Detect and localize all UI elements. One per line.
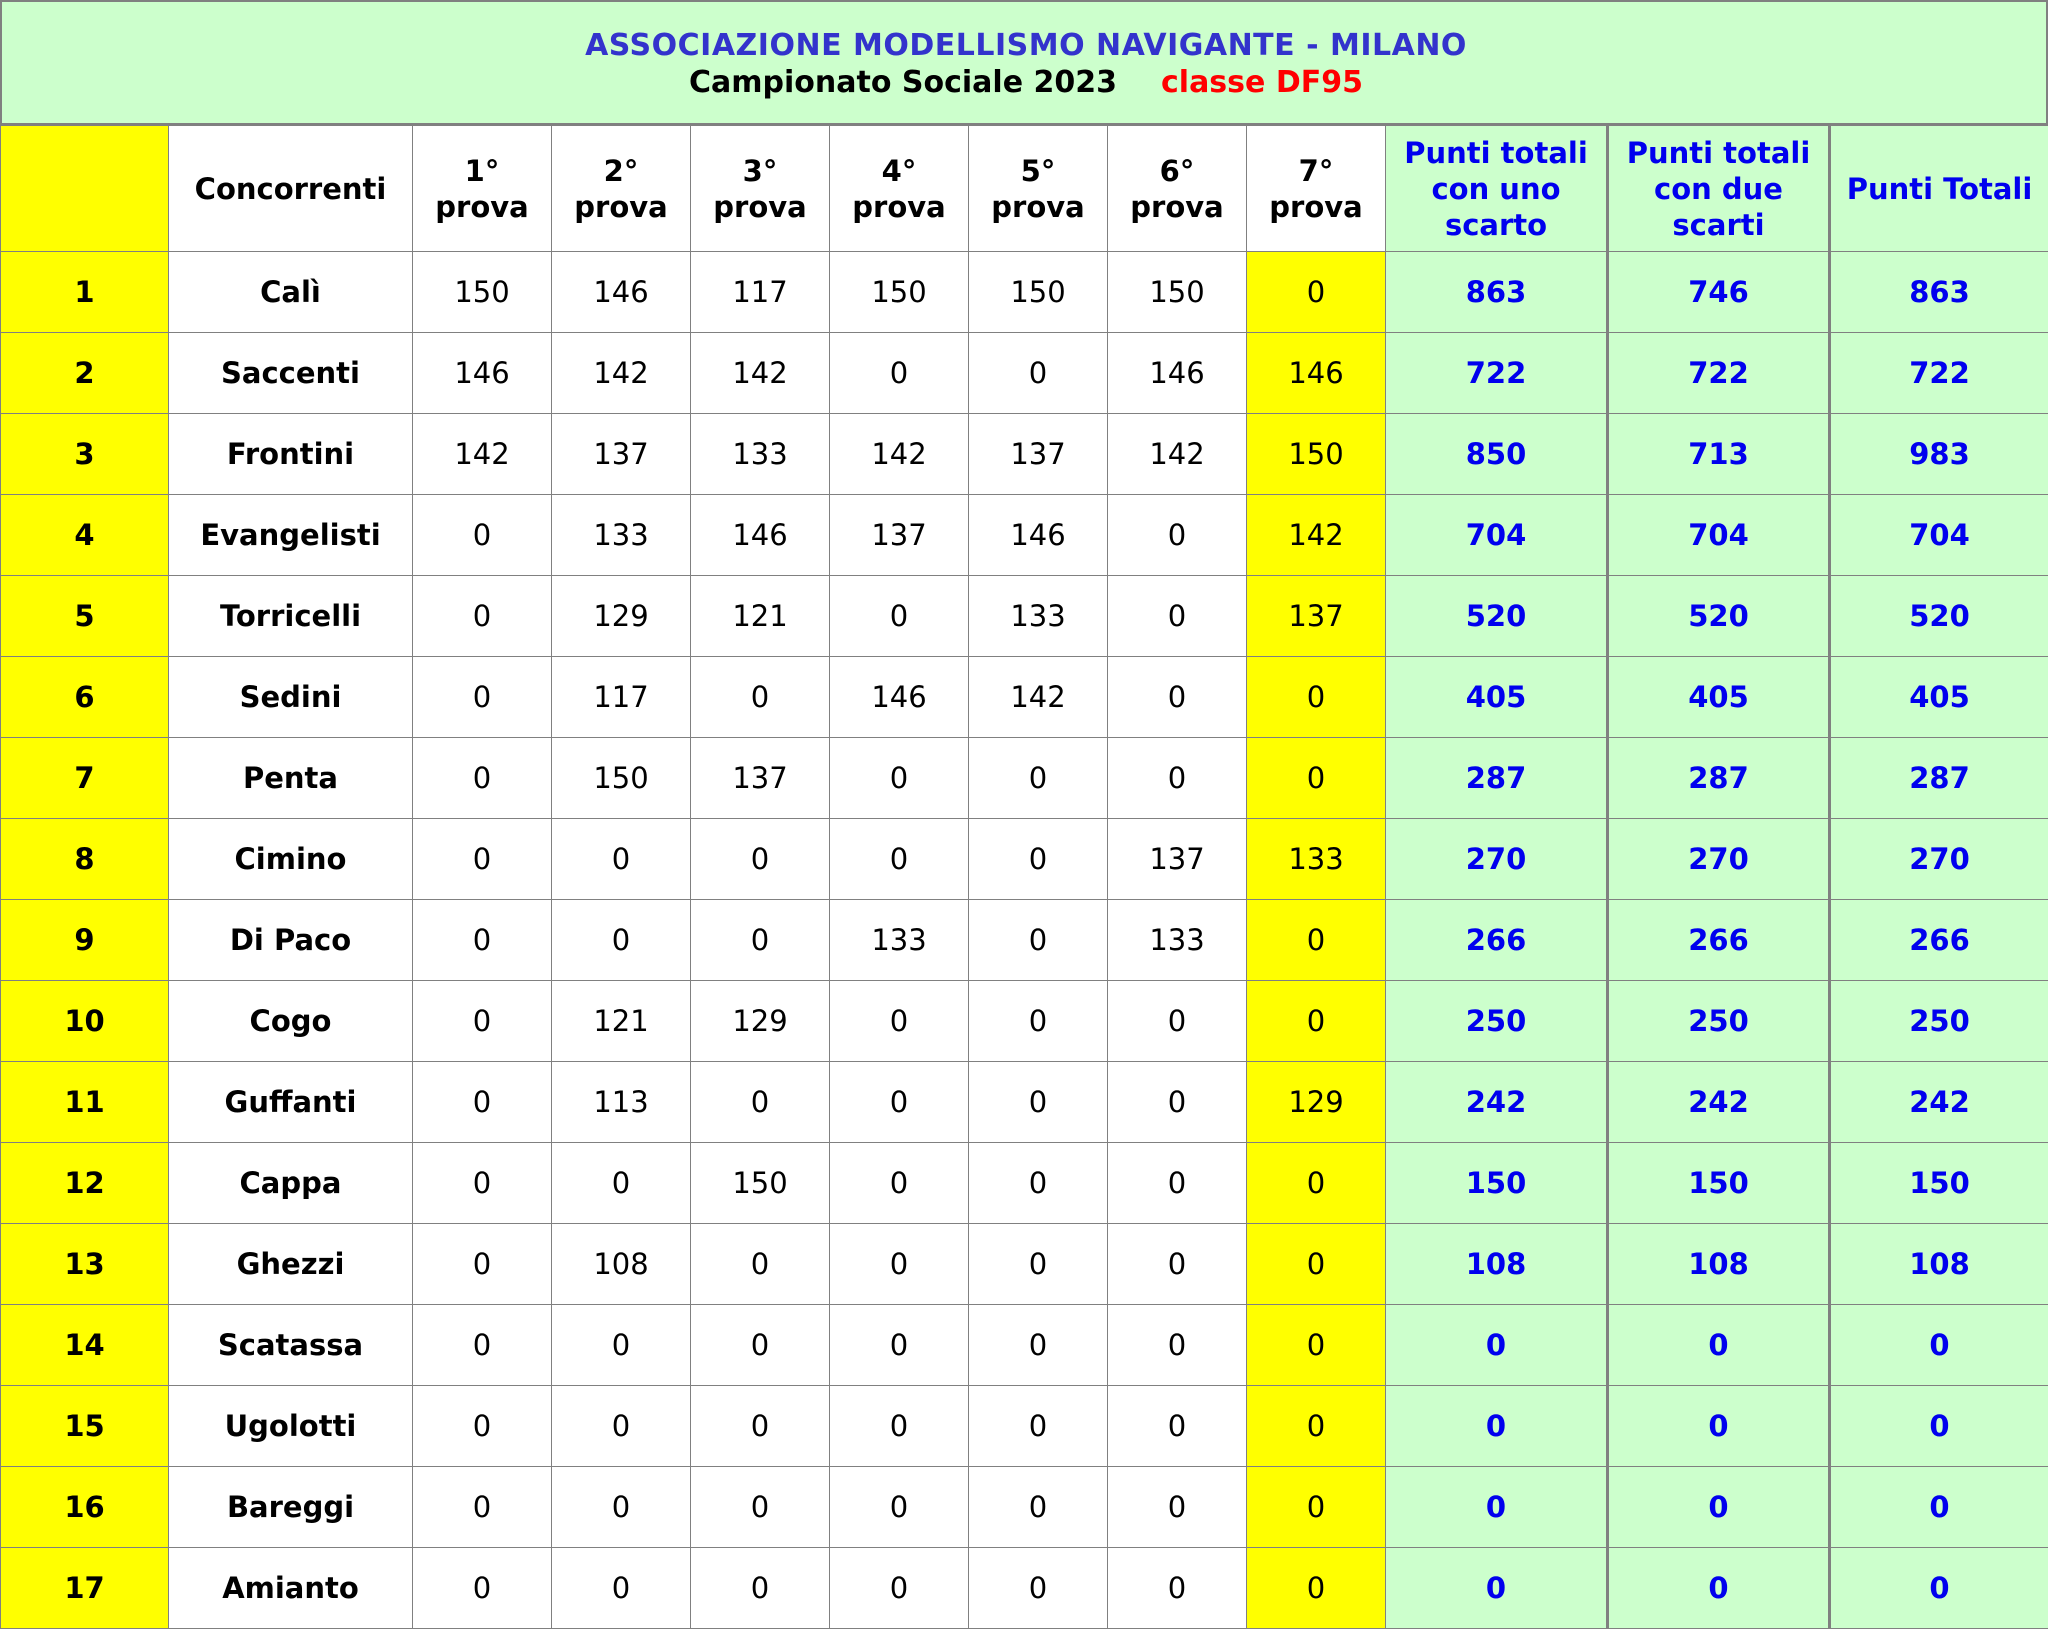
total-one-discard-cell: 0 — [1386, 1386, 1608, 1467]
header-race-5-line-2: prova — [991, 189, 1085, 224]
race-7-score-cell: 0 — [1247, 1548, 1386, 1629]
rank-cell: 17 — [1, 1548, 169, 1629]
table-row — [1, 1305, 2048, 1386]
race-7-score-cell: 146 — [1247, 333, 1386, 414]
table-row — [1, 981, 2048, 1062]
total-two-discards-cell: 242 — [1608, 1062, 1830, 1143]
header-total-one-discard-line-1: Punti totali — [1404, 135, 1588, 170]
race-6-score-cell: 137 — [1108, 819, 1247, 900]
total-points-cell: 0 — [1830, 1467, 2048, 1548]
header-total-one-discard-line-2: con uno — [1431, 171, 1561, 206]
total-two-discards-cell: 713 — [1608, 414, 1830, 495]
total-two-discards-cell: 520 — [1608, 576, 1830, 657]
header-race-2 — [552, 126, 691, 252]
race-1-score-cell: 0 — [413, 1062, 552, 1143]
race-2-score-cell: 146 — [552, 252, 691, 333]
competitor-name-cell: Ghezzi — [169, 1224, 413, 1305]
total-two-discards-cell: 250 — [1608, 981, 1830, 1062]
race-1-score-cell: 0 — [413, 1548, 552, 1629]
race-3-score-cell: 133 — [691, 414, 830, 495]
race-5-score-cell: 0 — [969, 1224, 1108, 1305]
header-race-7-line-1: 7° — [1298, 153, 1334, 188]
competitor-name-cell: Cogo — [169, 981, 413, 1062]
race-3-score-cell: 0 — [691, 1467, 830, 1548]
table-row — [1, 1143, 2048, 1224]
total-two-discards-cell: 150 — [1608, 1143, 1830, 1224]
race-4-score-cell: 133 — [830, 900, 969, 981]
race-3-score-cell: 0 — [691, 1386, 830, 1467]
race-2-score-cell: 0 — [552, 819, 691, 900]
race-6-score-cell: 146 — [1108, 333, 1247, 414]
race-7-score-cell: 137 — [1247, 576, 1386, 657]
header-total-one-discard-line-3: scarto — [1444, 207, 1548, 242]
race-5-score-cell: 150 — [969, 252, 1108, 333]
header-rank — [1, 126, 169, 252]
race-5-score-cell: 0 — [969, 900, 1108, 981]
race-3-score-cell: 0 — [691, 657, 830, 738]
total-two-discards-cell: 704 — [1608, 495, 1830, 576]
header-race-7-line-2: prova — [1269, 189, 1363, 224]
header-race-1-line-2: prova — [435, 189, 529, 224]
race-6-score-cell: 150 — [1108, 252, 1247, 333]
header-total-two-discards-line-1: Punti totali — [1626, 135, 1811, 170]
header-race-1-line-1: 1° — [464, 153, 500, 188]
header-total-two-discards — [1608, 126, 1830, 252]
rank-cell: 14 — [1, 1305, 169, 1386]
header-race-2-line-2: prova — [574, 189, 668, 224]
race-4-score-cell: 0 — [830, 1143, 969, 1224]
total-two-discards-cell: 266 — [1608, 900, 1830, 981]
table-row — [1, 333, 2048, 414]
race-1-score-cell: 0 — [413, 576, 552, 657]
race-7-score-cell: 0 — [1247, 1305, 1386, 1386]
race-4-score-cell: 150 — [830, 252, 969, 333]
total-points-cell: 270 — [1830, 819, 2048, 900]
race-4-score-cell: 0 — [830, 738, 969, 819]
race-2-score-cell: 117 — [552, 657, 691, 738]
header-total-one-discard — [1386, 126, 1608, 252]
total-points-cell: 150 — [1830, 1143, 2048, 1224]
race-4-score-cell: 137 — [830, 495, 969, 576]
competitor-name-cell: Scatassa — [169, 1305, 413, 1386]
total-one-discard-cell: 266 — [1386, 900, 1608, 981]
race-4-score-cell: 0 — [830, 1548, 969, 1629]
header-race-3-line-1: 3° — [742, 153, 778, 188]
race-3-score-cell: 146 — [691, 495, 830, 576]
competitor-name-cell: Amianto — [169, 1548, 413, 1629]
race-6-score-cell: 0 — [1108, 1143, 1247, 1224]
header-race-6-line-1: 6° — [1159, 153, 1195, 188]
race-1-score-cell: 0 — [413, 981, 552, 1062]
header-race-1 — [413, 126, 552, 252]
race-1-score-cell: 0 — [413, 738, 552, 819]
table-row — [1, 1548, 2048, 1629]
rank-cell: 15 — [1, 1386, 169, 1467]
table-header-row — [1, 126, 2048, 252]
header-race-6 — [1108, 126, 1247, 252]
header-race-4 — [830, 126, 969, 252]
race-5-score-cell: 0 — [969, 819, 1108, 900]
header-race-4-line-2: prova — [852, 189, 946, 224]
total-one-discard-cell: 0 — [1386, 1548, 1608, 1629]
table-row — [1, 738, 2048, 819]
total-one-discard-cell: 150 — [1386, 1143, 1608, 1224]
total-two-discards-cell: 405 — [1608, 657, 1830, 738]
competitor-name-cell: Guffanti — [169, 1062, 413, 1143]
race-3-score-cell: 137 — [691, 738, 830, 819]
header-race-7 — [1247, 126, 1386, 252]
race-3-score-cell: 0 — [691, 900, 830, 981]
total-points-cell: 520 — [1830, 576, 2048, 657]
race-7-score-cell: 0 — [1247, 1386, 1386, 1467]
race-2-score-cell: 0 — [552, 1386, 691, 1467]
standings-table — [0, 125, 2048, 1629]
race-1-score-cell: 0 — [413, 1386, 552, 1467]
competitor-name-cell: Saccenti — [169, 333, 413, 414]
total-two-discards-cell: 108 — [1608, 1224, 1830, 1305]
total-points-cell: 0 — [1830, 1386, 2048, 1467]
header-race-4-line-1: 4° — [881, 153, 917, 188]
total-two-discards-cell: 270 — [1608, 819, 1830, 900]
rank-cell: 4 — [1, 495, 169, 576]
header-race-5 — [969, 126, 1108, 252]
championship-subtitle: Campionato Sociale 2023 — [689, 65, 1117, 100]
rank-cell: 8 — [1, 819, 169, 900]
header-race-2-line-1: 2° — [603, 153, 639, 188]
race-7-score-cell: 0 — [1247, 1224, 1386, 1305]
rank-cell: 12 — [1, 1143, 169, 1224]
race-2-score-cell: 0 — [552, 1467, 691, 1548]
race-2-score-cell: 121 — [552, 981, 691, 1062]
rank-cell: 16 — [1, 1467, 169, 1548]
total-two-discards-cell: 0 — [1608, 1305, 1830, 1386]
race-4-score-cell: 142 — [830, 414, 969, 495]
race-7-score-cell: 0 — [1247, 657, 1386, 738]
race-4-score-cell: 0 — [830, 1386, 969, 1467]
race-7-score-cell: 129 — [1247, 1062, 1386, 1143]
total-two-discards-cell: 287 — [1608, 738, 1830, 819]
race-1-score-cell: 142 — [413, 414, 552, 495]
race-1-score-cell: 0 — [413, 900, 552, 981]
total-points-cell: 287 — [1830, 738, 2048, 819]
race-2-score-cell: 129 — [552, 576, 691, 657]
title-band — [0, 0, 2048, 126]
championship-subtitle-line — [2, 65, 2048, 100]
total-points-cell: 266 — [1830, 900, 2048, 981]
rank-cell: 10 — [1, 981, 169, 1062]
race-2-score-cell: 142 — [552, 333, 691, 414]
competitor-name-cell: Bareggi — [169, 1467, 413, 1548]
race-4-score-cell: 146 — [830, 657, 969, 738]
competitor-name-cell: Sedini — [169, 657, 413, 738]
race-3-score-cell: 129 — [691, 981, 830, 1062]
total-points-cell: 704 — [1830, 495, 2048, 576]
race-7-score-cell: 0 — [1247, 252, 1386, 333]
total-points-cell: 108 — [1830, 1224, 2048, 1305]
race-6-score-cell: 142 — [1108, 414, 1247, 495]
total-one-discard-cell: 250 — [1386, 981, 1608, 1062]
race-1-score-cell: 0 — [413, 1305, 552, 1386]
race-7-score-cell: 0 — [1247, 981, 1386, 1062]
table-row — [1, 1386, 2048, 1467]
competitor-name-cell: Penta — [169, 738, 413, 819]
race-2-score-cell: 0 — [552, 900, 691, 981]
race-7-score-cell: 0 — [1247, 1143, 1386, 1224]
total-points-cell: 405 — [1830, 657, 2048, 738]
race-2-score-cell: 0 — [552, 1143, 691, 1224]
race-5-score-cell: 146 — [969, 495, 1108, 576]
total-one-discard-cell: 863 — [1386, 252, 1608, 333]
race-3-score-cell: 142 — [691, 333, 830, 414]
association-title: ASSOCIAZIONE MODELLISMO NAVIGANTE - MILANO — [585, 28, 1467, 63]
table-row — [1, 414, 2048, 495]
competitor-name-cell: Di Paco — [169, 900, 413, 981]
race-6-score-cell: 0 — [1108, 738, 1247, 819]
header-total-two-discards-line-3: scarti — [1672, 207, 1765, 242]
total-one-discard-cell: 242 — [1386, 1062, 1608, 1143]
table-row — [1, 576, 2048, 657]
race-1-score-cell: 0 — [413, 1224, 552, 1305]
race-5-score-cell: 0 — [969, 1467, 1108, 1548]
race-5-score-cell: 0 — [969, 981, 1108, 1062]
race-5-score-cell: 0 — [969, 333, 1108, 414]
table-row — [1, 252, 2048, 333]
total-two-discards-cell: 0 — [1608, 1467, 1830, 1548]
table-row — [1, 819, 2048, 900]
total-points-cell: 242 — [1830, 1062, 2048, 1143]
total-one-discard-cell: 722 — [1386, 333, 1608, 414]
race-4-score-cell: 0 — [830, 1305, 969, 1386]
race-7-score-cell: 150 — [1247, 414, 1386, 495]
race-4-score-cell: 0 — [830, 333, 969, 414]
race-5-score-cell: 133 — [969, 576, 1108, 657]
rank-cell: 6 — [1, 657, 169, 738]
race-1-score-cell: 0 — [413, 1467, 552, 1548]
total-points-cell: 250 — [1830, 981, 2048, 1062]
race-5-score-cell: 142 — [969, 657, 1108, 738]
table-row — [1, 657, 2048, 738]
competitor-name-cell: Torricelli — [169, 576, 413, 657]
race-2-score-cell: 0 — [552, 1305, 691, 1386]
header-race-6-line-2: prova — [1130, 189, 1224, 224]
race-6-score-cell: 0 — [1108, 1467, 1247, 1548]
competitor-name-cell: Cimino — [169, 819, 413, 900]
race-3-score-cell: 0 — [691, 1305, 830, 1386]
total-two-discards-cell: 0 — [1608, 1548, 1830, 1629]
race-7-score-cell: 0 — [1247, 900, 1386, 981]
header-race-3-line-2: prova — [713, 189, 807, 224]
rank-cell: 11 — [1, 1062, 169, 1143]
race-3-score-cell: 0 — [691, 1062, 830, 1143]
total-two-discards-cell: 0 — [1608, 1386, 1830, 1467]
header-total-two-discards-line-2: con due — [1654, 171, 1783, 206]
race-2-score-cell: 0 — [552, 1548, 691, 1629]
header-competitors: Concorrenti — [169, 126, 413, 252]
race-7-score-cell: 142 — [1247, 495, 1386, 576]
race-4-score-cell: 0 — [830, 819, 969, 900]
race-2-score-cell: 133 — [552, 495, 691, 576]
race-2-score-cell: 113 — [552, 1062, 691, 1143]
race-7-score-cell: 0 — [1247, 1467, 1386, 1548]
race-2-score-cell: 150 — [552, 738, 691, 819]
race-3-score-cell: 0 — [691, 819, 830, 900]
total-one-discard-cell: 270 — [1386, 819, 1608, 900]
race-3-score-cell: 0 — [691, 1548, 830, 1629]
header-total-points — [1830, 126, 2048, 252]
race-1-score-cell: 146 — [413, 333, 552, 414]
race-4-score-cell: 0 — [830, 576, 969, 657]
competitor-name-cell: Cappa — [169, 1143, 413, 1224]
race-6-score-cell: 0 — [1108, 576, 1247, 657]
total-one-discard-cell: 108 — [1386, 1224, 1608, 1305]
header-race-5-line-1: 5° — [1020, 153, 1056, 188]
race-2-score-cell: 108 — [552, 1224, 691, 1305]
race-6-score-cell: 133 — [1108, 900, 1247, 981]
rank-cell: 3 — [1, 414, 169, 495]
race-6-score-cell: 0 — [1108, 1305, 1247, 1386]
total-one-discard-cell: 520 — [1386, 576, 1608, 657]
race-4-score-cell: 0 — [830, 1062, 969, 1143]
race-5-score-cell: 137 — [969, 414, 1108, 495]
total-one-discard-cell: 405 — [1386, 657, 1608, 738]
competitor-name-cell: Calì — [169, 252, 413, 333]
race-6-score-cell: 0 — [1108, 981, 1247, 1062]
total-one-discard-cell: 704 — [1386, 495, 1608, 576]
rank-cell: 7 — [1, 738, 169, 819]
total-two-discards-cell: 746 — [1608, 252, 1830, 333]
table-row — [1, 900, 2048, 981]
race-7-score-cell: 0 — [1247, 738, 1386, 819]
race-6-score-cell: 0 — [1108, 1548, 1247, 1629]
race-4-score-cell: 0 — [830, 981, 969, 1062]
total-points-cell: 863 — [1830, 252, 2048, 333]
race-1-score-cell: 0 — [413, 819, 552, 900]
race-1-score-cell: 0 — [413, 657, 552, 738]
table-row — [1, 1467, 2048, 1548]
total-points-cell: 722 — [1830, 333, 2048, 414]
header-race-3 — [691, 126, 830, 252]
total-one-discard-cell: 287 — [1386, 738, 1608, 819]
rank-cell: 13 — [1, 1224, 169, 1305]
race-5-score-cell: 0 — [969, 738, 1108, 819]
competitor-name-cell: Evangelisti — [169, 495, 413, 576]
total-points-cell: 0 — [1830, 1548, 2048, 1629]
total-one-discard-cell: 0 — [1386, 1467, 1608, 1548]
rank-cell: 2 — [1, 333, 169, 414]
race-2-score-cell: 137 — [552, 414, 691, 495]
total-points-cell: 983 — [1830, 414, 2048, 495]
race-3-score-cell: 150 — [691, 1143, 830, 1224]
race-5-score-cell: 0 — [969, 1548, 1108, 1629]
rank-cell: 1 — [1, 252, 169, 333]
race-5-score-cell: 0 — [969, 1386, 1108, 1467]
race-1-score-cell: 0 — [413, 1143, 552, 1224]
race-3-score-cell: 117 — [691, 252, 830, 333]
race-6-score-cell: 0 — [1108, 1224, 1247, 1305]
race-3-score-cell: 0 — [691, 1224, 830, 1305]
race-4-score-cell: 0 — [830, 1224, 969, 1305]
race-1-score-cell: 150 — [413, 252, 552, 333]
race-5-score-cell: 0 — [969, 1143, 1108, 1224]
table-row — [1, 1224, 2048, 1305]
header-total-points-line-1: Punti Totali — [1846, 171, 2033, 206]
total-two-discards-cell: 722 — [1608, 333, 1830, 414]
race-6-score-cell: 0 — [1108, 1062, 1247, 1143]
race-5-score-cell: 0 — [969, 1062, 1108, 1143]
race-7-score-cell: 133 — [1247, 819, 1386, 900]
race-1-score-cell: 0 — [413, 495, 552, 576]
total-points-cell: 0 — [1830, 1305, 2048, 1386]
total-one-discard-cell: 0 — [1386, 1305, 1608, 1386]
race-6-score-cell: 0 — [1108, 495, 1247, 576]
table-body — [1, 252, 2048, 1629]
competitor-name-cell: Frontini — [169, 414, 413, 495]
class-label: classe DF95 — [1161, 65, 1363, 100]
rank-cell: 9 — [1, 900, 169, 981]
race-6-score-cell: 0 — [1108, 1386, 1247, 1467]
rank-cell: 5 — [1, 576, 169, 657]
table-row — [1, 1062, 2048, 1143]
race-3-score-cell: 121 — [691, 576, 830, 657]
race-6-score-cell: 0 — [1108, 657, 1247, 738]
total-one-discard-cell: 850 — [1386, 414, 1608, 495]
competitor-name-cell: Ugolotti — [169, 1386, 413, 1467]
table-row — [1, 495, 2048, 576]
race-5-score-cell: 0 — [969, 1305, 1108, 1386]
race-4-score-cell: 0 — [830, 1467, 969, 1548]
